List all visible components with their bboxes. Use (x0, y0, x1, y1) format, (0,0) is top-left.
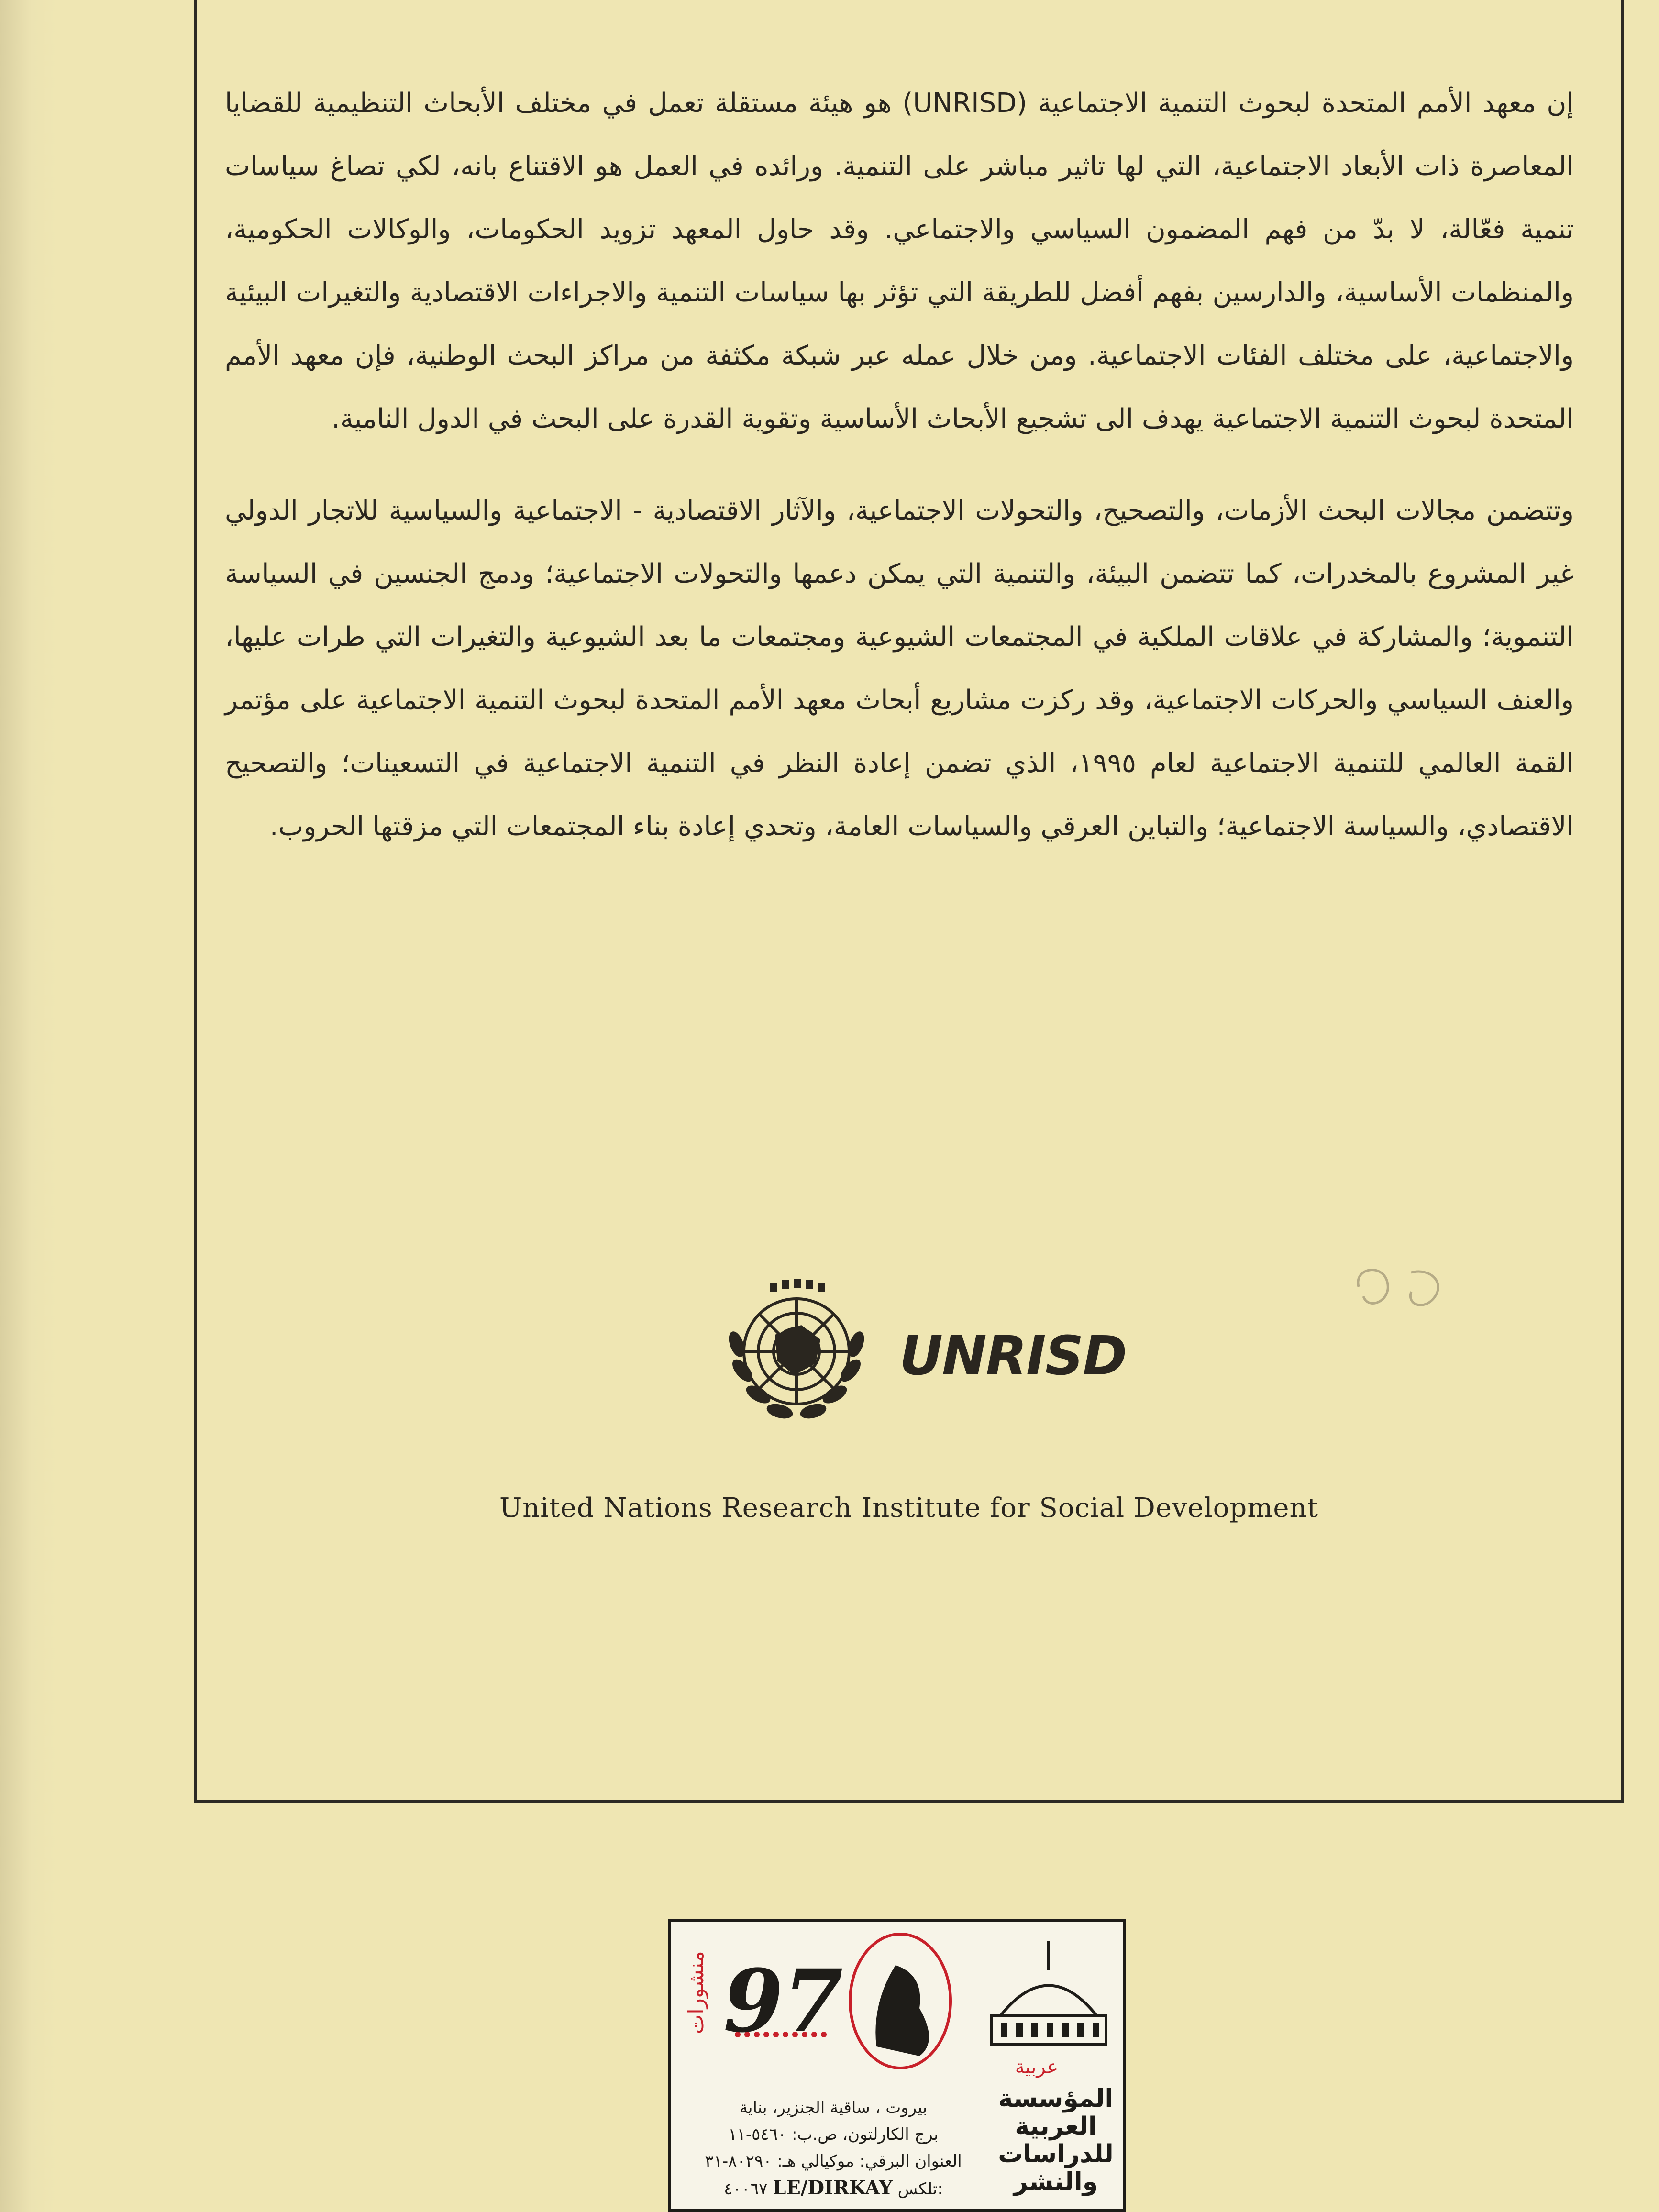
publisher-name-line: للدراسات (998, 2140, 1114, 2168)
portrait-medallion-icon (850, 1934, 951, 2068)
series-number: 97 (723, 1951, 843, 2052)
un-emblem-icon (718, 1272, 875, 1430)
publisher-address (680, 2094, 986, 2202)
description-paragraph-2: وتتضمن مجالات البحث الأزمات، والتصحيح، والتحولات الاجتماعية، والآثار الاقتصادية - الاجتماعية والسياسية للاتجار الدولي غير المشروع بالمخدرات، كما تتضمن البيئة، والتنمية التي يمكن دعمها والتحولات الاجتماعية؛ ودمج الجنسين في السياسة التنموية؛ والمشاركة في علاقات الملكية في المجتمعات الشيوعية ومجتمعات ما بعد الشيوعية والتغيرات التي طرات عليها، والعنف السياسي والحركات الاجتماعية، وقد ركزت مشاريع أبحاث معهد الأمم المتحدة لبحوث التنمية الاجتماعية على مؤتمر القمة العالمي للتنمية الاجتماعية لعام ١٩٩٥، الذي تضمن إعادة النظر في التنمية الاجتماعية في التسعينات؛ والتصحيح الاقتصادي، والسياسة الاجتماعية؛ والتباين العرقي والسياسات العامة، وتحدي إعادة بناء المجتمعات التي مزقتها الحروب. (225, 495, 1574, 842)
publisher-name-line: والنشر (1013, 2168, 1098, 2196)
address-line: بيروت ، ساقية الجنزير، بناية (739, 2098, 928, 2117)
publisher-name-line: العربية (1015, 2112, 1097, 2141)
arab-tag: عربية (1015, 2056, 1059, 2078)
publisher-name (996, 2085, 1116, 2196)
series-tag: منشورات (684, 1951, 708, 2034)
unrisd-logo (718, 1272, 1127, 1435)
telex-code: LE/DIRKAY (773, 2177, 893, 2199)
telex-number: ٤٠٠٦٧ (724, 2179, 768, 2199)
description-paragraph-1: إن معهد الأمم المتحدة لبحوث التنمية الاجتماعية (UNRISD) هو هيئة مستقلة تعمل في مختلف الأبحاث التنظيمية للقضايا المعاصرة ذات الأبعاد الاجتماعية، التي لها تاثير مباشر على التنمية. ورائده في العمل هو الاقتناع بانه، لكي تصاغ سياسات تنمية فعّالة، لا بدّ من فهم المضمون السياسي والاجتماعي. وقد حاول المعهد تزويد الحكومات، والوكالات الحكومية، والمنظمات الأساسية، والدارسين بفهم أفضل للطريقة التي تؤثر بها سياسات التنمية والاجراءات الاقتصادية والتغيرات البيئية والاجتماعية، على مختلف الفئات الاجتماعية. ومن خلال عمله عبر شبكة مكثفة من مراكز البحث الوطنية، فإن معهد الأمم المتحدة لبحوث التنمية الاجتماعية يهدف الى تشجيع الأبحاث الأساسية وتقوية القدرة على البحث في الدول النامية. (225, 88, 1574, 434)
book-spine-edge (0, 0, 57, 2212)
unrisd-wordmark: UNRISD (899, 1325, 1127, 1387)
telex-line (680, 2175, 986, 2202)
address-line: العنوان البرقي: موكيالي هـ: ٨٠٢٩٠-٣١ (705, 2152, 962, 2171)
handwritten-mark (1339, 1253, 1464, 1330)
description-text (225, 72, 1574, 887)
publisher-name-line: المؤسسة (998, 2084, 1114, 2113)
institute-name: United Nations Research Institute for Social Development (499, 1493, 1319, 1524)
telex-label: تلكس: (897, 2179, 943, 2199)
publisher-logo-box (668, 1919, 1126, 2212)
address-line: برج الكارلتون، ص.ب: ٥٤٦٠-١١ (728, 2125, 939, 2144)
dome-of-the-rock-icon (991, 1941, 1106, 2044)
